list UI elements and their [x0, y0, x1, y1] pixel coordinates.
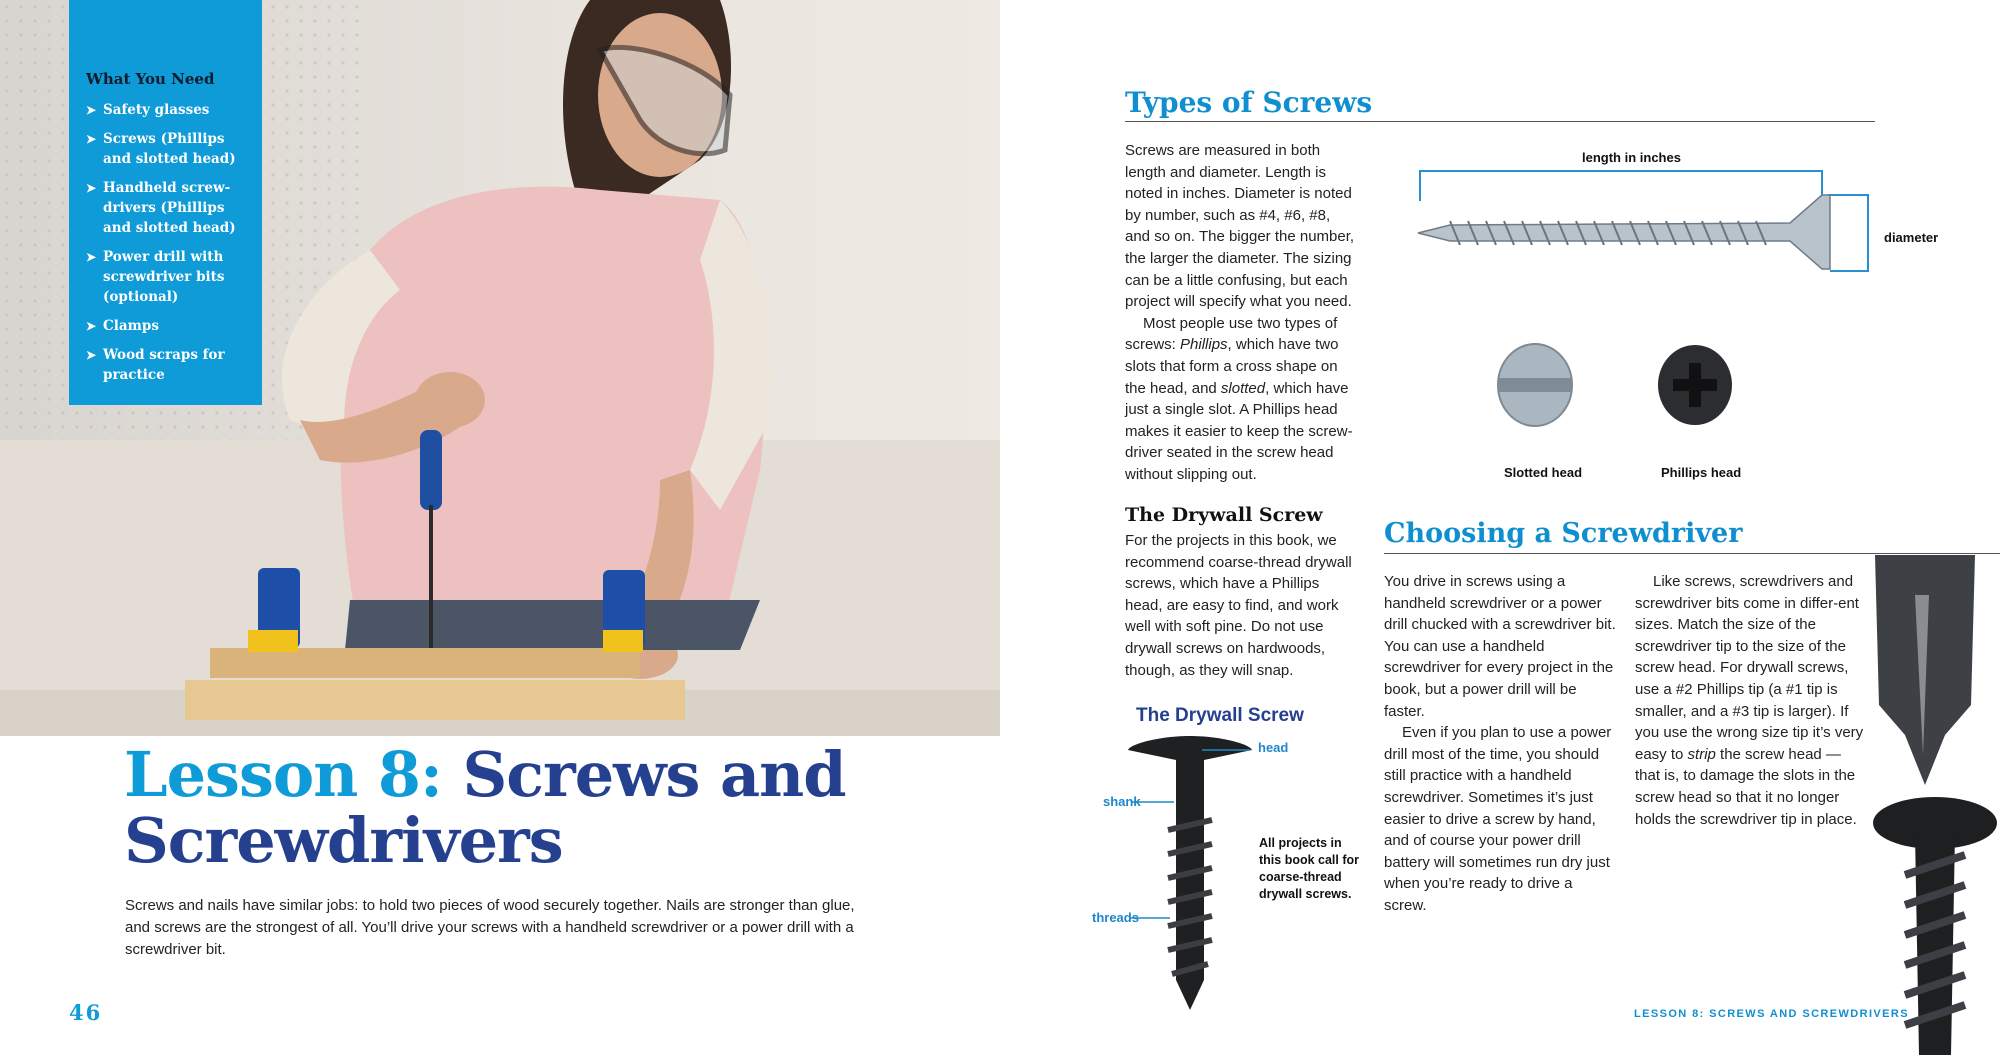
types-p2-part-a: Most people use two types of screws: — [1125, 314, 1338, 354]
lesson-title — [124, 738, 884, 877]
types-paragraph-1: Screws are measured in both length and diameter. Length is noted in inches. Diameter is noted by number, such as #4, #6, #8, and so on. The bigger the number, the larger the diameter. The sizing can be a little confusing, but each project will specify what you need. — [1125, 142, 1355, 311]
types-of-screws-text — [1125, 140, 1355, 486]
drywall-screw-figure — [1110, 730, 1270, 1020]
choosing-paragraph-2: Even if you plan to use a power drill most of the time, you should still practice with a handheld screwdriver. Sometimes it’s just easier to drive a screw by hand, and of course your power drill battery will sometimes run dry just when you’re ready to drive a screw. — [1384, 724, 1612, 914]
types-p2-part-c: , which have just a single slot. A Phillips head makes it easier to keep the screw-driver seated in the screw head without slipping out. — [1125, 379, 1353, 483]
wood-screw-illustration — [1418, 195, 1830, 269]
choosing-heading-rule — [1384, 553, 2000, 554]
phillips-head-screw-image — [1655, 335, 1735, 435]
drywall-screw-heading: The Drywall Screw — [1125, 504, 1323, 526]
choosing-column-2 — [1635, 571, 1867, 830]
need-item-power-drill: ➤ Power drill with screwdriver bits (optional) — [86, 247, 246, 307]
lesson-title-number: Lesson 8: — [124, 738, 442, 811]
choosing-p3-part-b: the screw head — that is, to damage the slots in the screw head so that it no longer holds the screwdriver tip in place. — [1635, 745, 1857, 828]
choosing-paragraph-1: You drive in screws using a handheld screwdriver or a power drill chucked with a screwdriver bit. You can use a handheld screwdriver for every project in the book, but a power drill will be faster. — [1384, 573, 1616, 720]
heading-rule — [1125, 121, 1875, 122]
need-item-wood-scraps: ➤ Wood scraps for practice — [86, 345, 246, 385]
lesson-title-text: Screws and Screwdrivers — [124, 738, 846, 877]
types-p2-phillips: Phillips — [1180, 336, 1228, 354]
choosing-paragraph-3 — [1635, 571, 1867, 830]
choosing-screwdriver-heading: Choosing a Screwdriver — [1384, 518, 1743, 549]
page-number: 46 — [69, 1000, 103, 1025]
choosing-p3-strip: strip — [1687, 745, 1716, 763]
drywall-figure-title: The Drywall Screw — [1136, 705, 1304, 726]
slotted-head-screw-image — [1495, 335, 1575, 435]
types-paragraph-2 — [1125, 313, 1355, 486]
need-item-safety-glasses: ➤ Safety glasses — [86, 100, 246, 120]
slotted-head-label: Slotted head — [1504, 465, 1583, 480]
drywall-screw-text: For the projects in this book, we recommend coarse-thread drywall screws, which have a Phillips head, are easy to find, and work well with soft pine. Do not use drywall screws on hardwoods, though, as they will snap. — [1125, 532, 1352, 679]
what-you-need-title: What You Need — [86, 70, 215, 88]
head-callout: head — [1258, 740, 1289, 755]
need-item-clamps: ➤ Clamps — [86, 316, 246, 336]
screwdriver-bit-and-screw-photo — [1855, 555, 2000, 1055]
shank-callout: shank — [1103, 794, 1141, 809]
what-you-need-list — [86, 100, 246, 385]
choosing-p3-part-a: Like screws, screwdrivers and screwdriver bits come in differ-ent sizes. Match the size of the screwdriver tip to the size of the screw head. For drywall screws, use a #2 Phillips tip (a #1 tip is smaller, and a #3 tip is larger). If you use the wrong size tip it’s very easy to — [1635, 573, 1864, 763]
types-of-screws-heading: Types of Screws — [1125, 86, 1373, 119]
types-p2-part-b: , which have two slots that form a cross shape on the head, and — [1125, 336, 1339, 397]
what-you-need-box — [69, 0, 262, 405]
running-footer: LESSON 8: SCREWS AND SCREWDRIVERS — [1634, 1008, 1909, 1020]
screw-measurement-diagram — [1410, 165, 1880, 275]
need-item-screws: ➤ Screws (Phillips and slotted head) — [86, 129, 246, 169]
lesson-intro: Screws and nails have similar jobs: to hold two pieces of wood securely together. Nails are stronger than glue, and screws are the strongest of all. You’ll drive your screws with a handheld screwdriver or a power drill with a screwdriver bit. — [125, 897, 855, 958]
phillips-head-label: Phillips head — [1661, 465, 1742, 480]
right-page — [1000, 0, 2000, 1055]
length-label: length in inches — [1582, 150, 1681, 165]
drywall-screw-illustration — [1128, 736, 1252, 1010]
types-p2-slotted: slotted — [1220, 379, 1266, 397]
diameter-label: diameter — [1884, 230, 1939, 245]
threads-callout: threads — [1092, 910, 1139, 925]
choosing-column-1 — [1384, 571, 1616, 917]
need-item-screwdrivers: ➤ Handheld screw-drivers (Phillips and slotted head) — [86, 178, 246, 238]
drywall-figure-note: All projects in this book call for coarse-thread drywall screws. — [1259, 836, 1360, 901]
